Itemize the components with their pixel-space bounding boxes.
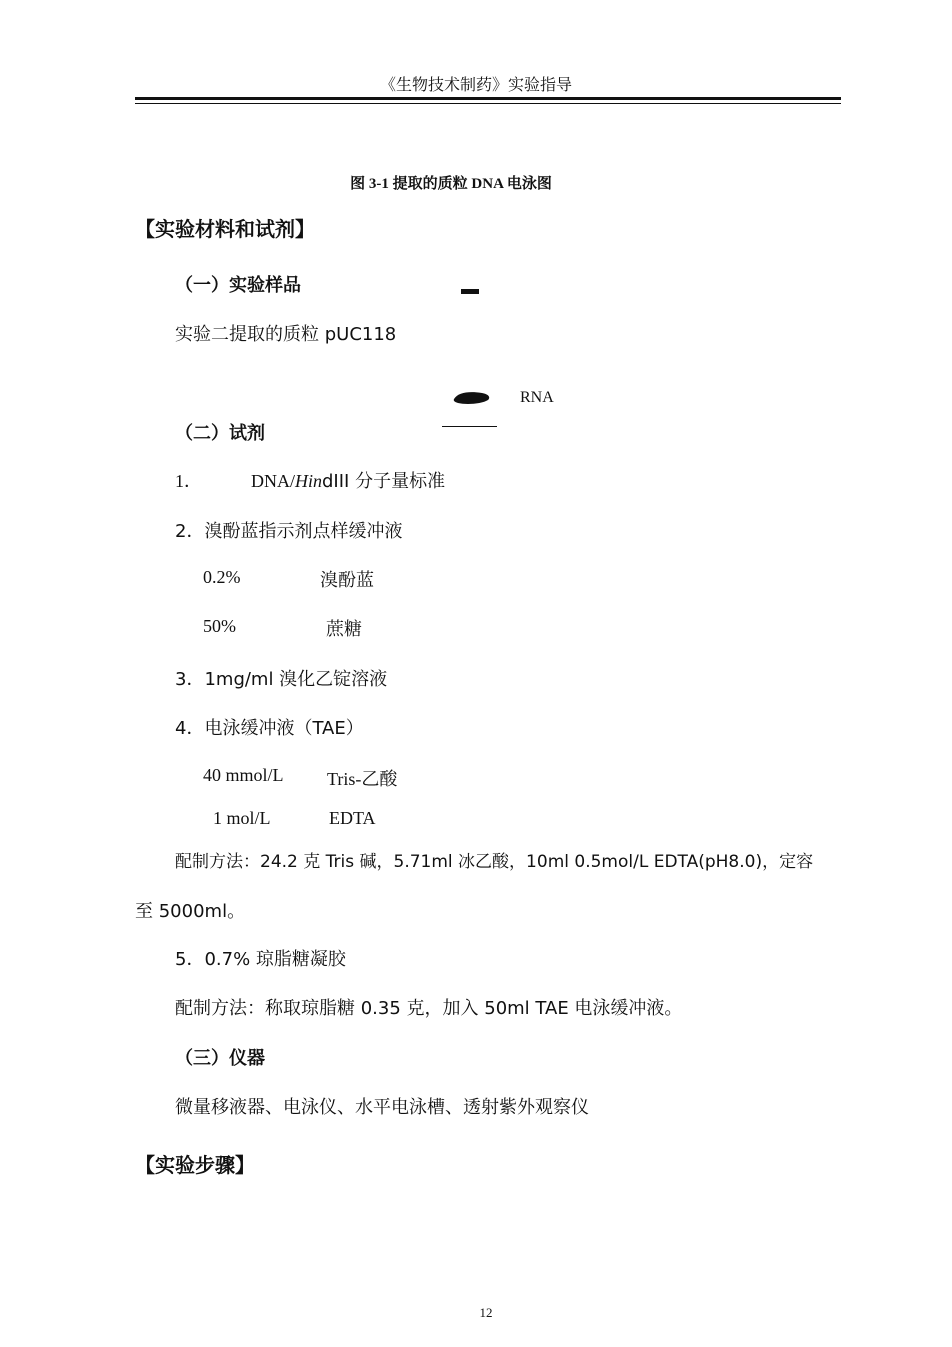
reagent-5-title: 5．0.7% 琼脂糖凝胶 <box>175 949 346 970</box>
reagent-4-row-1-amount: 40 mmol/L <box>203 765 284 785</box>
page-number: 12 <box>479 1305 493 1320</box>
gel-well-mark <box>461 289 479 294</box>
reagent-1-post: dIII 分子量标准 <box>322 471 446 492</box>
rna-band-label: RNA <box>520 389 554 406</box>
sample-heading: （一）实验样品 <box>175 275 301 296</box>
reagent-2-row-2-name: 蔗糖 <box>326 619 362 640</box>
reagent-3-title: 3．1mg/ml 溴化乙锭溶液 <box>175 669 388 690</box>
reagent-2-title: 2．溴酚蓝指示剂点样缓冲液 <box>175 521 403 542</box>
sample-text: 实验二提取的质粒 pUC118 <box>175 324 397 345</box>
reagent-1-number: 1． <box>175 471 202 491</box>
reagent-1 <box>175 467 445 493</box>
running-header: 《生物技术制药》实验指导 <box>379 75 572 94</box>
reagent-4-row-2-name: EDTA <box>329 808 376 828</box>
instruments-text: 微量移液器、电泳仪、水平电泳槽、透射紫外观察仪 <box>175 1097 589 1118</box>
header-rule-thin <box>135 103 841 104</box>
materials-heading: 【实验材料和试剂】 <box>135 217 315 241</box>
reagent-1-italic: Hin <box>295 471 322 491</box>
reagent-4-method-line-1: 配制方法：24.2 克 Tris 碱，5.71ml 冰乙酸，10ml 0.5mol/L EDTA(pH8.0)，定容 <box>175 852 814 872</box>
reagent-4-title: 4．电泳缓冲液（TAE） <box>175 718 364 739</box>
reagents-heading: （二）试剂 <box>175 423 265 444</box>
reagent-2-row-1-amount: 0.2% <box>203 567 241 587</box>
reagent-2-row-2-amount: 50% <box>203 616 236 636</box>
gel-baseline <box>442 426 497 427</box>
header-rule-thick <box>135 97 841 100</box>
instruments-heading: （三）仪器 <box>175 1048 265 1069</box>
steps-heading: 【实验步骤】 <box>135 1153 255 1177</box>
figure-caption: 图 3-1 提取的质粒 DNA 电泳图 <box>350 176 552 192</box>
reagent-4-method-line-2: 至 5000ml。 <box>135 901 246 922</box>
rna-band-blob <box>452 390 492 406</box>
reagent-5-method: 配制方法：称取琼脂糖 0.35 克，加入 50ml TAE 电泳缓冲液。 <box>175 998 683 1019</box>
reagent-4-row-2-amount: 1 mol/L <box>213 808 271 828</box>
reagent-4-row-1-name: Tris-乙酸 <box>327 769 398 789</box>
reagent-1-pre: DNA/ <box>251 471 295 491</box>
reagent-2-row-1-name: 溴酚蓝 <box>320 570 374 591</box>
